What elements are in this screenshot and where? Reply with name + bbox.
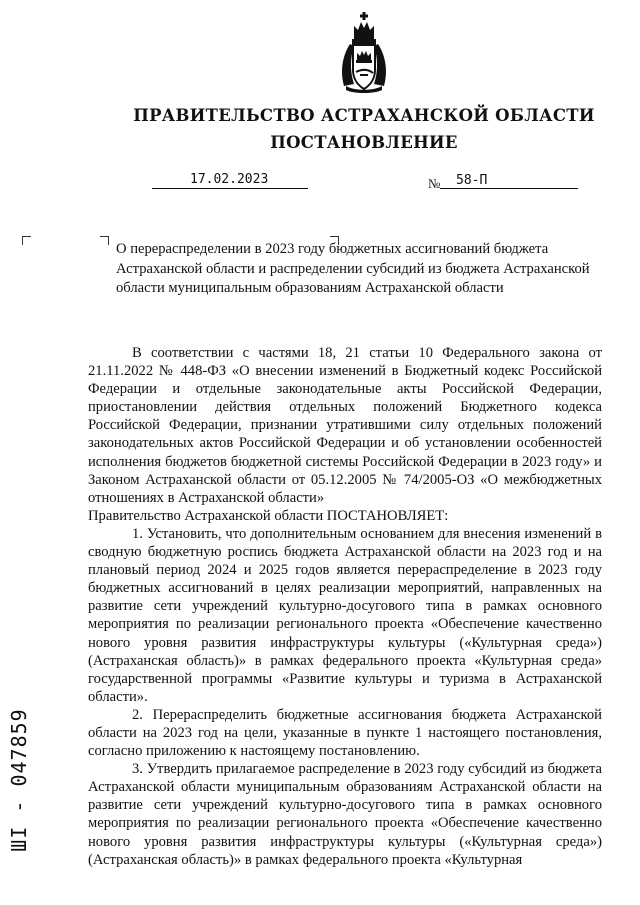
date-underline xyxy=(152,188,308,189)
organization-name: ПРАВИТЕЛЬСТВО АСТРАХАНСКОЙ ОБЛАСТИ xyxy=(133,106,595,125)
resolution-paragraph: Правительство Астраханской области ПОСТАНОВЛЯЕТ: xyxy=(88,507,449,524)
number-sign: № xyxy=(428,176,441,191)
clause-1-paragraph: 1. Установить, что дополнительным основанием для внесения изменений в сводную бюджетную роспись бюджета Астраханской области на 2023 год и на плановый период 2024 и 2025 годов является перераспределение в 2023 году бюджетных ассигнований в целях реализации мероприятий, направленных на развитие сети учреждений культурно-досугового типа в рамках основного мероприятия по реализации регионального проекта «Обеспечение качественно нового уровня развития инфраструктуры культуры («Культурная среда») (Астраханская область)» в рамках федерального проекта «Культурная среда» государственной программы «Развитие культуры и туризма в Астраханской области». xyxy=(88,525,602,705)
clause-3-paragraph: 3. Утвердить прилагаемое распределение в 2023 году субсидий из бюджета Астраханской области муниципальным образованиям Астраханской области на развитие сети учреждений культурно-досугового типа в рамках основного мероприятия по реализации регионального проекта «Обеспечение качественно нового уровня развития инфраструктуры культуры («Культурная среда») (Астраханская область)» в рамках федерального проекта «Культурная xyxy=(88,761,602,868)
number-underline xyxy=(440,188,578,189)
corner-mark-subject-left xyxy=(100,236,109,245)
preamble-paragraph: В соответствии с частями 18, 21 статьи 10 Федерального закона от 21.11.2022 № 448-ФЗ «О внесении изменений в Бюджетный кодекс Российской Федерации и отдельные законодательные акты Российской Федерации, приостановлении действия отдельных положений Бюджетного кодекса Российской Федерации, признании утратившими силу отдельных положений законодательных актов Российской Федерации и об установлении особенностей исполнения бюджетов бюджетной системы Российской Федерации в 2023 году» и Законом Астраханской области от 05.12.2005 № 74/2005-ОЗ «О межбюджетных отношениях в Астраханской области» xyxy=(88,345,602,506)
document-subject: О перераспределении в 2023 году бюджетных ассигнований бюджета Астраханской области и распределении субсидий из бюджета Астраханской области муниципальным образованиям Астраханской области xyxy=(116,241,590,296)
serial-stamp xyxy=(2,700,36,860)
document-body xyxy=(88,344,602,869)
document-type-title: ПОСТАНОВЛЕНИЕ xyxy=(270,133,458,152)
document-date: 17.02.2023 xyxy=(190,172,269,187)
corner-mark-left xyxy=(22,236,31,245)
coat-of-arms-icon xyxy=(332,12,396,94)
document-number: 58-П xyxy=(456,173,488,188)
clause-2-paragraph: 2. Перераспределить бюджетные ассигнования бюджета Астраханской области на 2023 год на цели, указанные в пункте 1 настоящего постановления, согласно приложению к настоящему постановлению. xyxy=(88,706,602,760)
serial-number: ШI - 047859 xyxy=(7,708,31,852)
